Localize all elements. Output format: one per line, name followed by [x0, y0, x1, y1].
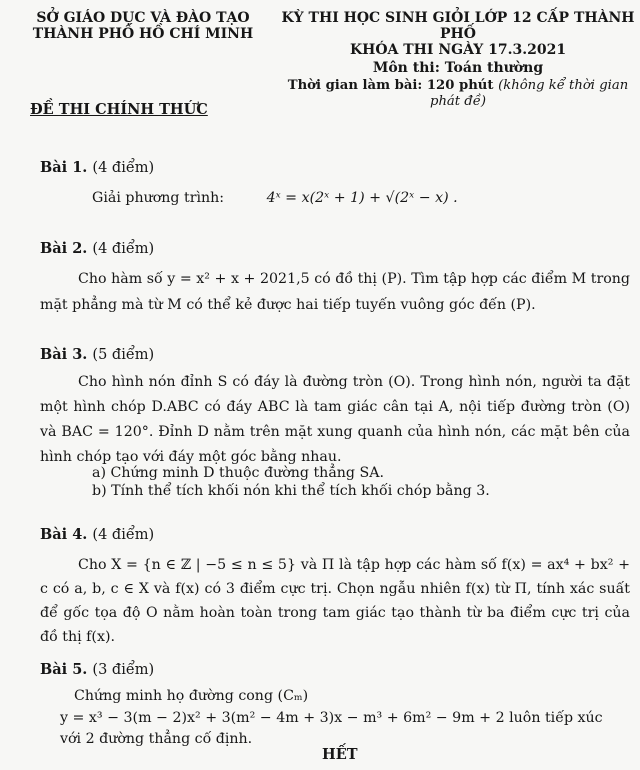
problem-2-points: (4 điểm)	[92, 241, 155, 257]
problem-3-title	[40, 345, 154, 365]
problem-1-points: (4 điểm)	[92, 160, 155, 176]
problem-3-text: Cho hình nón đỉnh S có đáy là đường tròn (O). Trong hình nón, người ta đặt một hình chóp D.ABC có đáy ABC là tam giác cân tại A, nội tiếp đường tròn (O) và BAC = 120°. Đỉnh D nằm trên mặt xung quanh của hình nón, các mặt bên của hình chóp tạo với đáy một góc bằng nhau.	[40, 374, 630, 465]
issuer-line-1: SỞ GIÁO DỤC VÀ ĐÀO TẠO	[36, 10, 250, 26]
problem-4-points: (4 điểm)	[92, 527, 155, 543]
problem-5-text: Chứng minh họ đường cong (Cₘ)	[74, 688, 309, 704]
problem-5-title	[40, 660, 154, 680]
problem-5-equation: y = x³ − 3(m − 2)x² + 3(m² − 4m + 3)x − m³ + 6m² − 9m + 2 luôn tiếp xúc với 2 đường thẳng cố định.	[60, 710, 603, 747]
problem-5-points: (3 điểm)	[92, 662, 155, 678]
problem-1-number: Bài 1.	[40, 159, 88, 176]
problem-1-title	[40, 158, 154, 178]
issuer-line-2: THÀNH PHỐ HỒ CHÍ MINH	[32, 26, 254, 43]
problem-3-number: Bài 3.	[40, 346, 88, 363]
problem-4-number: Bài 4.	[40, 526, 88, 543]
official-label: ĐỀ THI CHÍNH THỨC	[30, 101, 208, 118]
problem-1-equation: 4ˣ = x(2ˣ + 1) + √(2ˣ − x) .	[266, 190, 458, 206]
problem-2-title	[40, 239, 154, 259]
exam-time-note: (không kể thời gian phát đề)	[430, 78, 629, 109]
exam-info-block	[276, 10, 640, 109]
problem-3-part-a: a) Chứng minh D thuộc đường thẳng SA.	[92, 465, 384, 481]
exam-time-label: Thời gian làm bài: 120 phút	[287, 78, 494, 94]
end-label: HẾT	[322, 746, 358, 763]
problem-3-part-b: b) Tính thể tích khối nón khi thể tích khối chóp bằng 3.	[92, 483, 490, 499]
problem-5-number: Bài 5.	[40, 661, 88, 678]
problem-4-text: Cho X = {n ∈ ℤ | −5 ≤ n ≤ 5} và Π là tập hợp các hàm số f(x) = ax⁴ + bx² + c có a, b, c ∈ X và f(x) có 3 điểm cực trị. Chọn ngẫu nhiên f(x) từ Π, tính xác suất để gốc tọa độ O nằm hoàn toàn trong tam giác tạo thành từ ba điểm cực trị của đồ thị f(x).	[40, 557, 630, 645]
problem-1-text: Giải phương trình:	[92, 190, 225, 206]
problem-2-text: Cho hàm số y = x² + x + 2021,5 có đồ thị (P). Tìm tập hợp các điểm M trong mặt phẳng mà từ M có thể kẻ được hai tiếp tuyến vuông góc đến (P).	[40, 271, 630, 313]
exam-date: KHÓA THI NGÀY 17.3.2021	[349, 42, 567, 59]
problem-1-body	[92, 189, 458, 208]
exam-time	[276, 78, 640, 108]
exam-title: KỲ THI HỌC SINH GIỎI LỚP 12 CẤP THÀNH PHỐ	[281, 10, 635, 43]
problem-2-number: Bài 2.	[40, 240, 88, 257]
exam-subject: Môn thi: Toán thường	[372, 60, 544, 77]
problem-4-title	[40, 525, 154, 545]
problem-3-points: (5 điểm)	[92, 347, 155, 363]
issuer-block	[18, 10, 268, 42]
